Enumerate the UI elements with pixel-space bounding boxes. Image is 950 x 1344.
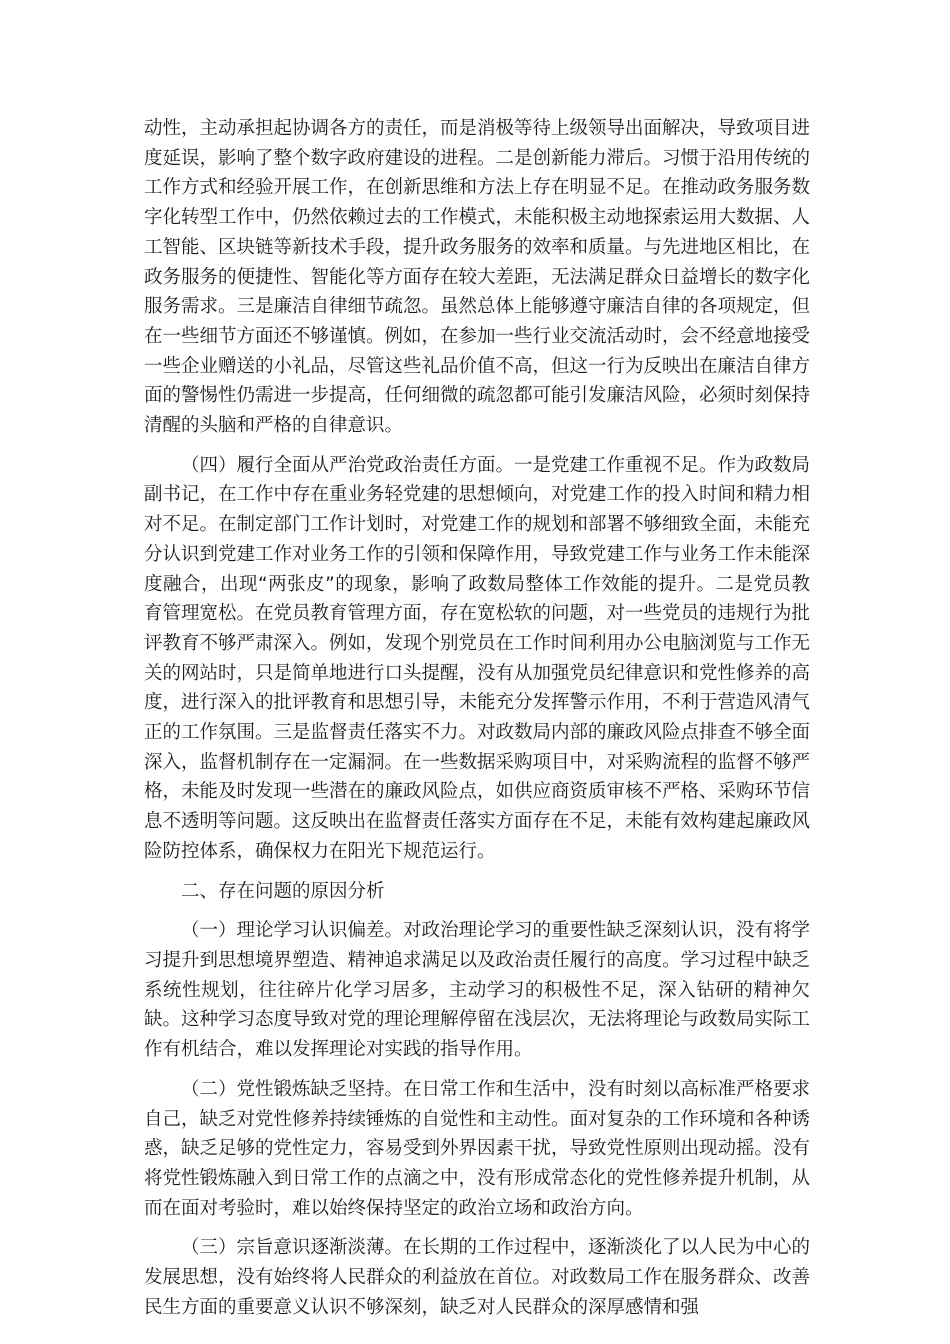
paragraph-cause-3: （三）宗旨意识逐渐淡薄。在长期的工作过程中，逐渐淡化了以人民为中心的发展思想，没有始终将人民群众的利益放在首位。对政数局工作在服务群众、改善民生方面的重要意义认识不够深刻，缺乏对人民群众的深厚感情和强 [144,1237,811,1318]
section-heading: 二、存在问题的原因分析 [181,880,385,902]
paragraph-section-4: （四）履行全面从严治党政治责任方面。一是党建工作重视不足。作为政数局副书记，在工作中存在重业务轻党建的思想倾向，对党建工作的投入时间和精力相对不足。在制定部门工作计划时，对党建工作的规划和部署不够细致全面，未能充分认识到党建工作对业务工作的引领和保障作用，导致党建工作与业务工作未能深度融合，出现“两张皮”的现象，影响了政数局整体工作效能的提升。二是党员教育管理宽松。在党员教育管理方面，存在宽松软的问题，对一些党员的违规行为批评教育不够严肃深入。例如，发现个别党员在工作时间利用办公电脑浏览与工作无关的网站时，只是简单地进行口头提醒，没有从加强党员纪律意识和党性修养的高度，进行深入的批评教育和思想引导，未能充分发挥警示作用，不利于营造风清气正的工作氛围。三是监督责任落实不力。对政数局内部的廉政风险点排查不够全面深入，监督机制存在一定漏洞。在一些数据采购项目中，对采购流程的监督不够严格，未能及时发现一些潜在的廉政风险点，如供应商资质审核不严格、采购环节信息不透明等问题。这反映出在监督责任落实方面存在不足，未能有效构建起廉政风险防控体系，确保权力在阳光下规范运行。 [144,454,811,862]
document-body [144,114,810,1332]
paragraph-continued: 动性，主动承担起协调各方的责任，而是消极等待上级领导出面解决，导致项目进度延误，影响了整个数字政府建设的进程。二是创新能力滞后。习惯于沿用传统的工作方式和经验开展工作，在创新思维和方法上存在明显不足。在推动政务服务数字化转型工作中，仍然依赖过去的工作模式，未能积极主动地探索运用大数据、人工智能、区块链等新技术手段，提升政务服务的效率和质量。与先进地区相比，在政务服务的便捷性、智能化等方面存在较大差距，无法满足群众日益增长的数字化服务需求。三是廉洁自律细节疏忽。虽然总体上能够遵守廉洁自律的各项规定，但在一些细节方面还不够谨慎。例如，在参加一些行业交流活动时，会不经意地接受一些企业赠送的小礼品，尽管这些礼品价值不高，但这一行为反映出在廉洁自律方面的警惕性仍需进一步提高，任何细微的疏忽都可能引发廉洁风险，必须时刻保持清醒的头脑和严格的自律意识。 [144,118,811,437]
paragraph-cause-2: （二）党性锻炼缺乏坚持。在日常工作和生活中，没有时刻以高标准严格要求自己，缺乏对党性修养持续锤炼的自觉性和主动性。面对复杂的工作环境和各种诱惑，缺乏足够的党性定力，容易受到外界因素干扰，导致党性原则出现动摇。没有将党性锻炼融入到日常工作的点滴之中，没有形成常态化的党性修养提升机制，从而在面对考验时，难以始终保持坚定的政治立场和政治方向。 [144,1078,811,1219]
paragraph-cause-1: （一）理论学习认识偏差。对政治理论学习的重要性缺乏深刻认识，没有将学习提升到思想境界塑造、精神追求满足以及政治责任履行的高度。学习过程中缺乏系统性规划，往往碎片化学习居多，主动学习的积极性不足，深入钻研的精神欠缺。这种学习态度导致对党的理论理解停留在浅层次，无法将理论与政数局实际工作有机结合，难以发挥理论对实践的指导作用。 [144,920,811,1061]
